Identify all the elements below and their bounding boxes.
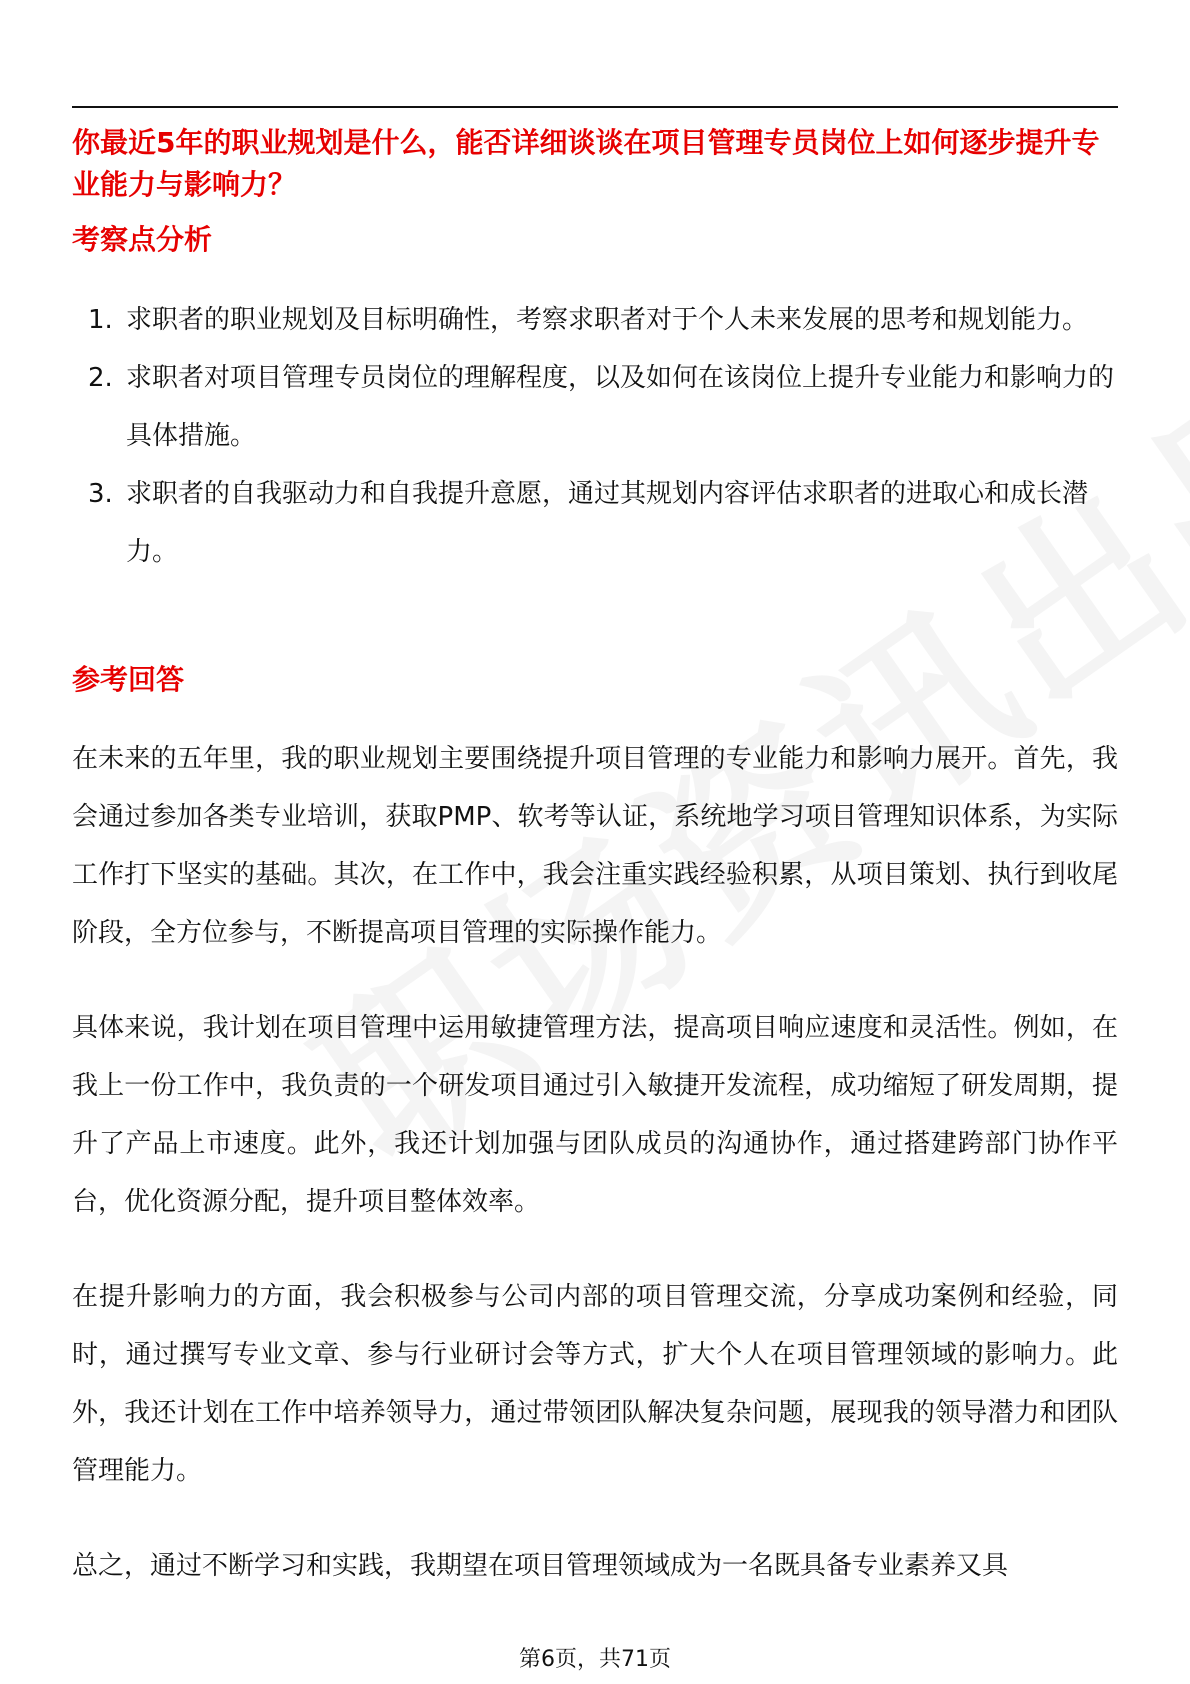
analysis-item-text: 求职者的自我驱动力和自我提升意愿，通过其规划内容评估求职者的进取心和成长潜力。 <box>126 479 1089 567</box>
analysis-list <box>72 291 1118 581</box>
answer-heading: 参考回答 <box>72 663 185 696</box>
answer-paragraph: 在未来的五年里，我的职业规划主要围绕提升项目管理的专业能力和影响力展开。首先，我会通过参加各类专业培训，获取PMP、软考等认证，系统地学习项目管理知识体系，为实际工作打下坚实的基础。其次，在工作中，我会注重实践经验积累，从项目策划、执行到收尾阶段，全方位参与，不断提高项目管理的实际操作能力。 <box>72 744 1118 948</box>
answer-paragraph: 总之，通过不断学习和实践，我期望在项目管理领域成为一名既具备专业素养又具 <box>72 1551 1009 1581</box>
analysis-heading: 考察点分析 <box>72 223 213 256</box>
analysis-item <box>72 291 1118 349</box>
analysis-item <box>72 349 1118 465</box>
top-divider <box>72 106 1118 108</box>
analysis-item <box>72 465 1118 581</box>
answer-body <box>72 730 1118 1632</box>
analysis-item-number: 3. <box>88 479 113 509</box>
answer-paragraph: 具体来说，我计划在项目管理中运用敏捷管理方法，提高项目响应速度和灵活性。例如，在我上一份工作中，我负责的一个研发项目通过引入敏捷开发流程，成功缩短了研发周期，提升了产品上市速度。此外，我还计划加强与团队成员的沟通协作，通过搭建跨部门协作平台，优化资源分配，提升项目整体效率。 <box>72 1013 1118 1217</box>
analysis-item-number: 1. <box>88 305 113 335</box>
question-title: 你最近5年的职业规划是什么，能否详细谈谈在项目管理专员岗位上如何逐步提升专业能力与影响力？ <box>72 126 1100 201</box>
analysis-item-text: 求职者的职业规划及目标明确性，考察求职者对于个人未来发展的思考和规划能力。 <box>126 305 1089 335</box>
analysis-item-text: 求职者对项目管理专员岗位的理解程度，以及如何在该岗位上提升专业能力和影响力的具体措施。 <box>126 363 1115 451</box>
answer-paragraph: 在提升影响力的方面，我会积极参与公司内部的项目管理交流，分享成功案例和经验，同时，通过撰写专业文章、参与行业研讨会等方式，扩大个人在项目管理领域的影响力。此外，我还计划在工作中培养领导力，通过带领团队解决复杂问题，展现我的领导潜力和团队管理能力。 <box>72 1282 1118 1486</box>
analysis-item-number: 2. <box>88 363 113 393</box>
page-number: 第6页，共71页 <box>519 1647 671 1672</box>
